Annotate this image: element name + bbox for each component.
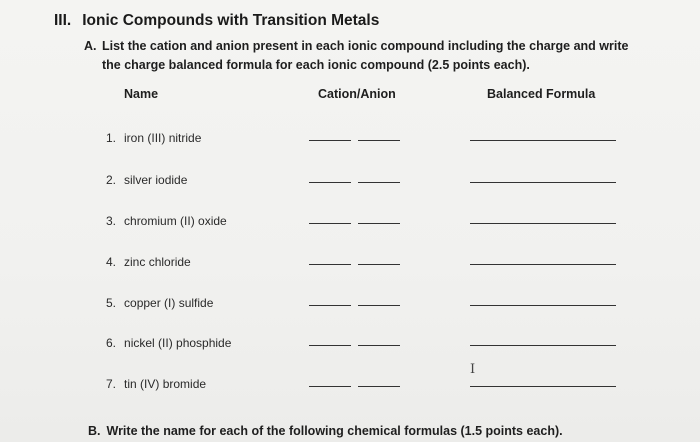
compound-name: copper (I) sulfide	[124, 296, 214, 310]
compound-number: 3.	[106, 214, 117, 228]
compound-row-6	[0, 336, 700, 356]
cation-blank[interactable]	[309, 140, 351, 141]
section-number: III.	[54, 12, 72, 29]
compound-label	[106, 296, 213, 310]
formula-blank[interactable]	[470, 264, 616, 265]
anion-blank[interactable]	[358, 345, 400, 346]
compound-label	[106, 131, 201, 145]
compound-row-5	[0, 296, 700, 316]
compound-number: 1.	[106, 131, 117, 145]
section-heading	[54, 12, 379, 30]
compound-name: nickel (II) phosphide	[124, 336, 232, 350]
compound-label	[106, 255, 191, 269]
formula-blank[interactable]	[470, 345, 616, 346]
cation-blank[interactable]	[309, 264, 351, 265]
compound-name: zinc chloride	[124, 255, 191, 269]
anion-blank[interactable]	[358, 140, 400, 141]
compound-number: 4.	[106, 255, 117, 269]
cation-blank[interactable]	[309, 345, 351, 346]
section-title: Ionic Compounds with Transition Metals	[82, 12, 380, 29]
part-b-instruction	[88, 424, 563, 438]
compound-number: 5.	[106, 296, 117, 310]
formula-blank[interactable]	[470, 305, 616, 306]
compound-name: chromium (II) oxide	[124, 214, 227, 228]
formula-blank[interactable]	[470, 140, 616, 141]
cation-blank[interactable]	[309, 305, 351, 306]
compound-row-2	[0, 173, 700, 193]
compound-name: tin (IV) bromide	[124, 377, 207, 391]
column-header-cation-anion: Cation/Anion	[318, 87, 396, 101]
compound-name: iron (III) nitride	[124, 131, 202, 145]
anion-blank[interactable]	[358, 264, 400, 265]
compound-label	[106, 336, 231, 350]
part-b-letter: B.	[88, 424, 101, 438]
compound-row-1	[0, 131, 700, 151]
column-header-balanced-formula: Balanced Formula	[487, 87, 596, 101]
compound-number: 2.	[106, 173, 117, 187]
compound-row-3	[0, 214, 700, 234]
compound-name: silver iodide	[124, 173, 188, 187]
column-header-name: Name	[124, 87, 159, 101]
formula-blank[interactable]	[470, 223, 616, 224]
compound-label	[106, 173, 187, 187]
part-b-text: Write the name for each of the following chemical formulas (1.5 points each).	[106, 424, 563, 438]
compound-number: 6.	[106, 336, 117, 350]
anion-blank[interactable]	[358, 386, 400, 387]
part-a-instruction	[84, 37, 644, 75]
cation-blank[interactable]	[309, 223, 351, 224]
compound-label	[106, 377, 206, 391]
cation-blank[interactable]	[309, 182, 351, 183]
cation-blank[interactable]	[309, 386, 351, 387]
anion-blank[interactable]	[358, 182, 400, 183]
formula-blank[interactable]	[470, 182, 616, 183]
compound-row-7	[0, 377, 700, 397]
part-a-text: List the cation and anion present in each ionic compound including the charge and write the charge balanced formula for each ionic compound (2.5 points each).	[102, 39, 629, 72]
text-cursor-icon: I	[470, 362, 476, 377]
formula-blank[interactable]	[470, 386, 616, 387]
part-a-letter: A.	[84, 39, 97, 53]
anion-blank[interactable]	[358, 223, 400, 224]
anion-blank[interactable]	[358, 305, 400, 306]
compound-row-4	[0, 255, 700, 275]
compound-number: 7.	[106, 377, 117, 391]
compound-label	[106, 214, 227, 228]
